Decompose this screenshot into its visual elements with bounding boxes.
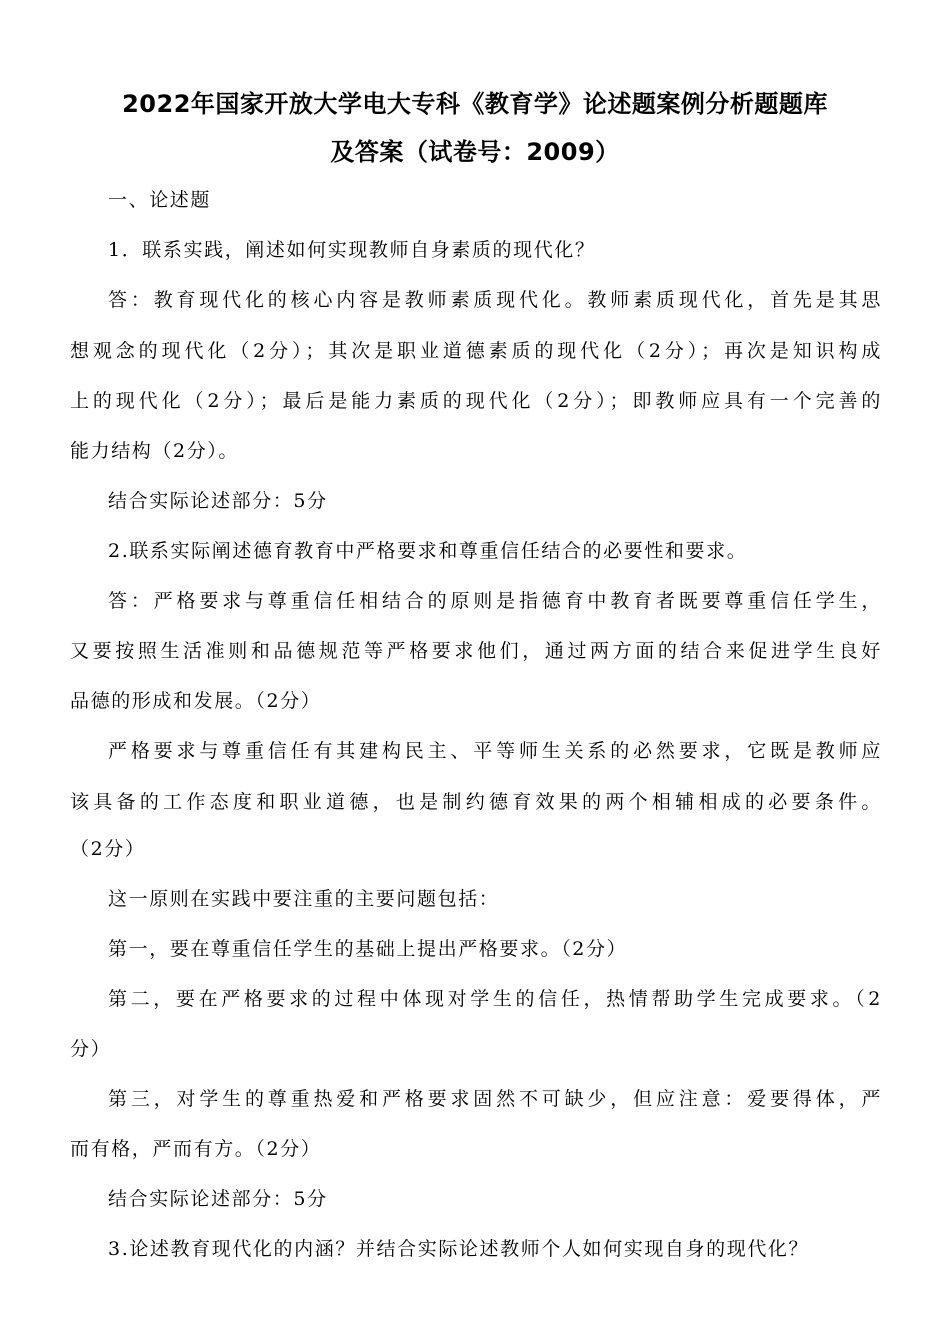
document-title-line1: 2022年国家开放大学电大专科《教育学》论述题案例分析题题库	[122, 90, 828, 118]
answer-1-line: 上的现代化（2分）；最后是能力素质的现代化（2分）；即教师应具有一个完善的	[70, 390, 882, 412]
document-title-line2: 及答案（试卷号：2009）	[330, 138, 620, 166]
answer-2-line: 第三，对学生的尊重热爱和严格要求固然不可缺少，但应注意：爱要得体，严	[108, 1088, 882, 1110]
answer-2-line: 这一原则在实践中要注重的主要问题包括：	[108, 888, 500, 910]
answer-2-line: 第二，要在严格要求的过程中体现对学生的信任，热情帮助学生完成要求。（2	[108, 988, 882, 1010]
question-2: 2.联系实际阐述德育教育中严格要求和尊重信任结合的必要性和要求。	[108, 540, 748, 562]
answer-2-line: 答：严格要求与尊重信任相结合的原则是指德育中教育者既要尊重信任学生，	[108, 590, 882, 612]
answer-1-line: 能力结构（2分）。	[70, 440, 239, 462]
answer-2-line: 第一，要在尊重信任学生的基础上提出严格要求。（2分）	[108, 938, 628, 960]
answer-2-line: 该具备的工作态度和职业道德，也是制约德育效果的两个相辅相成的必要条件。	[70, 791, 882, 813]
answer-2-line: 又要按照生活准则和品德规范等严格要求他们，通过两方面的结合来促进学生良好	[70, 640, 882, 662]
score-note: 结合实际论述部分：5分	[108, 1188, 328, 1210]
score-note: 结合实际论述部分：5分	[108, 490, 328, 512]
answer-2-line: 分）	[70, 1038, 112, 1060]
question-1: 1．联系实践，阐述如何实现教师自身素质的现代化？	[108, 239, 596, 261]
answer-2-line: 严格要求与尊重信任有其建构民主、平等师生关系的必然要求，它既是教师应	[108, 740, 882, 762]
question-3: 3.论述教育现代化的内涵？并结合实际论述教师个人如何实现自身的现代化？	[108, 1238, 810, 1260]
answer-1-line: 答：教育现代化的核心内容是教师素质现代化。教师素质现代化，首先是其思	[108, 289, 882, 311]
section-heading: 一、论述题	[108, 189, 212, 211]
answer-2-line: （2分）	[70, 838, 146, 860]
answer-2-line: 品德的形成和发展。（2分）	[70, 690, 322, 712]
answer-1-line: 想观念的现代化（2分）；其次是职业道德素质的现代化（2分）；再次是知识构成	[70, 340, 882, 362]
answer-2-line: 而有格，严而有方。（2分）	[70, 1138, 322, 1160]
